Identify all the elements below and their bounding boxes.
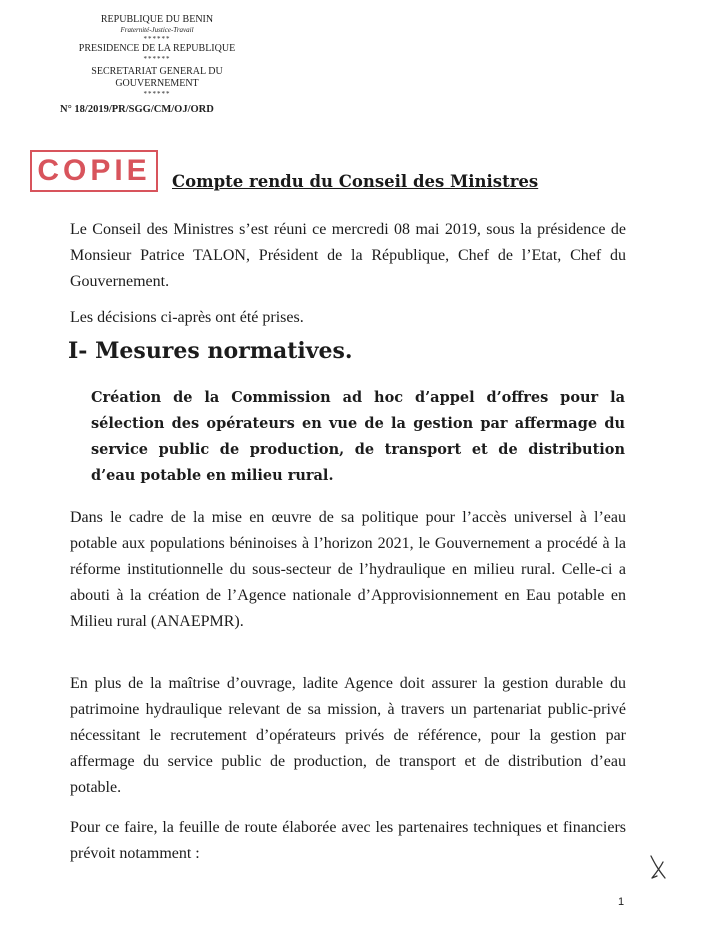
separator-stars: ******	[143, 55, 171, 63]
paragraph-2: En plus de la maîtrise d’ouvrage, ladite Agence doit assurer la gestion durable du patrimoine hydraulique relevant de sa mission, à travers un partenariat public-privé nécessitant le recrutement d’opérateurs privés de référence, pour la gestion par affermage du service public de production, de transport et de distribution d’eau potable.	[70, 675, 626, 796]
country-name: REPUBLIQUE DU BENIN	[100, 14, 214, 25]
separator-stars: ******	[143, 35, 171, 43]
decisions-paragraph: Les décisions ci-après ont été prises.	[70, 309, 304, 326]
initial-mark-icon	[648, 854, 668, 880]
presidency-name: PRESIDENCE DE LA REPUBLIQUE	[78, 43, 236, 54]
intro-paragraph: Le Conseil des Ministres s’est réuni ce mercredi 08 mai 2019, sous la présidence de Monsieur Patrice TALON, Président de la République, Chef de l’Etat, Chef du Gouvernement.	[70, 221, 626, 290]
paragraph-1: Dans le cadre de la mise en œuvre de sa politique pour l’accès universel à l’eau potable aux populations béninoises à l’horizon 2021, le Gouvernement a procédé à la réforme institutionnelle du sous-secteur de l’hydraulique en milieu rural. Celle-ci a abouti à la création de l’Agence nationale d’Approvisionnement en Eau potable en Milieu rural (ANAEPMR).	[70, 509, 626, 630]
page-number: 1	[618, 896, 625, 908]
letterhead	[52, 14, 262, 116]
subheading: Création de la Commission ad hoc d’appel d’offres pour la sélection des opérateurs en vue de la gestion par affermage du service public de production, de transport et de distribution d’eau potable en milieu rural.	[91, 389, 625, 484]
paragraph-3: Pour ce faire, la feuille de route élaborée avec les partenaires techniques et financiers prévoit notamment :	[70, 819, 626, 862]
national-motto: Fraternité-Justice-Travail	[120, 26, 194, 34]
separator-stars: ******	[143, 90, 171, 98]
copie-stamp: COPIE	[30, 150, 158, 192]
document-title: Compte rendu du Conseil des Ministres	[172, 172, 539, 191]
reference-number: N° 18/2019/PR/SGG/CM/OJ/ORD	[60, 104, 214, 115]
secretariat-line-1: SECRETARIAT GENERAL DU	[91, 66, 223, 77]
secretariat-line-2: GOUVERNEMENT	[115, 78, 199, 89]
section-heading: I- Mesures normatives.	[68, 338, 353, 364]
